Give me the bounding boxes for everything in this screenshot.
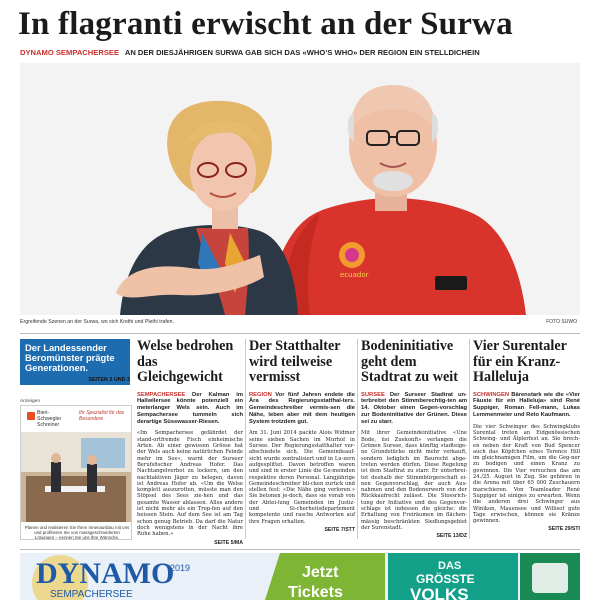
photo-illustration (20, 63, 580, 315)
article-title: Vier Surentaler für ein Kranz-Halleluja (473, 338, 567, 385)
photo-credit: FOTO SUWO (546, 319, 577, 325)
advertisement[interactable] (20, 405, 132, 540)
article-lead (473, 392, 580, 419)
ad-company: Bieri-Schwegler Schreiner (37, 410, 62, 428)
banner-year: 2019 (170, 563, 191, 573)
kicker-line (20, 48, 595, 57)
ads-label: Anzeigen (20, 399, 41, 404)
article-lead-text: Bärenstark wie die «Vier Fäuste für ein Halleluja» sind René Suppiger, Roman Fell-mann, Lukas Lemmenmeier und Reto Kaufmann. (473, 391, 580, 418)
article-lead (361, 392, 467, 426)
article-title: Bodeninitiative geht dem Stadtrat zu weit (361, 338, 458, 385)
article-bodeninitiative[interactable] (361, 339, 467, 540)
page-headline: In flagranti erwischt an der Surwa (18, 6, 513, 42)
article-lead-text: Vor fünf Jahren endete die Ära des Regierungsstatthal-ters. Gemeindeschreiber vermis-sen die Nähe, leben aber mit dem heutigen System trotzdem gut. (249, 391, 355, 425)
article-location: REGION (249, 391, 272, 398)
shirt-logo-text: ecuador (340, 271, 369, 279)
article-title: Welse bedrohen das Gleichgewicht (137, 338, 234, 385)
article-title: Der Statthalter wird teilweise vermisst (249, 338, 341, 385)
article-location: SEMPACHERSEE (137, 391, 186, 398)
kicker-text: AN DER DIESJÄHRIGEN SURWA GAB SICH DAS «WHO’S WHO» DER REGION EIN STELLDICHEIN (124, 48, 480, 57)
banner-artwork (20, 553, 580, 600)
ad-office-image (21, 432, 131, 522)
article-body: Am 31. Juni 2014 packte Alois Widmer seine sieben Sachen im Murhof in Sursee. Der Regierungsstatthalter ver-abschiedete sich. Die Gemeindeauf-sicht wurde zentralisiert und in Lu-zern aufgesplittet. Davon betroffen waren und sind in erster Linie die Ge-meinden respektive deren Personal. Langjährige Gemeindeschreiber bli-cken zurück und stellen fest: «Die Nähe ging verloren.» Sie betonen je-doch, dass sie vorab von der Abtei-lung Gemeinden im Justiz- und Si-cherheitsdepartement kompetente und rasche Antworten auf ihre Fragen erhalten. (249, 430, 355, 525)
banner-lottery-line2: GRÖSSTE (416, 572, 475, 586)
article-lead (137, 392, 243, 426)
article-page-ref: SEITE 7/STT (324, 526, 355, 533)
article-welse[interactable] (137, 339, 243, 546)
article-lead-text: Der Surseer Stadtrat un-terbreitet den Stimmberechtig-ten am 14. Oktober einen Gegen-vorschlag zur Bodeninitiative der Grünen. Diese sei zu starr. (361, 391, 467, 425)
banner-lottery-line1: DAS (438, 560, 462, 572)
section-divider (20, 333, 580, 334)
banner-lottery-line3: VOLKS (410, 585, 469, 600)
article-surentaler[interactable] (473, 339, 580, 533)
article-location: SURSEE (361, 391, 385, 398)
article-body: Mit ihrer Gemeindeinitiative «Une Bode, üsi Zuekonft» verlangen die Grünen Sursee, dass künftig stadteige-ne Grundstücke nicht mehr verkauft, sondern lediglich im Baurecht abge-treten werden dürfen. Diese Regelung ist dem Stadtrat zu starr. Er unterbrei-tet deshalb der Stimmbürgerschaft ei-nen Gegenvorschlag, der auch Aus-nahmen und den Bodenerwerb von der Rückkaufrecht zulässt. Die Stossrich-tung der Initiative und des Gegenvor-schlags ist indessen die gleiche: die Erhaltung von Freiräumen im flächen-mässig beschränkten Siedlungsgebiet der Surenstadt. (361, 430, 467, 531)
article-lead (249, 392, 355, 426)
banner-brand: DYNAMO (36, 557, 175, 590)
promo-text: Der Landessender Beromünster prägte Generationen. (25, 342, 115, 373)
banner-divider (20, 549, 580, 550)
column-divider (469, 339, 470, 539)
banner-tickets-line2: Tickets (288, 584, 343, 600)
promo-page-ref: SEITEN 2 UND 3 (88, 377, 130, 383)
article-page-ref: SEITE 29/STI (548, 526, 580, 533)
banner-subtitle: SEMPACHERSEE (50, 589, 133, 600)
dynamo-banner[interactable] (20, 553, 580, 600)
column-divider (245, 339, 246, 539)
article-page-ref: SEITE 5/MA (214, 539, 243, 546)
ad-logo-icon (27, 412, 35, 420)
article-location: SCHWINGEN (473, 391, 510, 398)
article-body: Die vier Schwinger des Schwingklubs Surental treten an Eidgenössischen Schwing- und Älplerfest an. Sie brech-en neben der Kraft von Bud Spencer auch das Köpfchen eines Terence Hill im gleichnamigen Film, um die Geg-ner zu bodigen und einen Kranz zu gewinnen. Die Vier versuchen das am 24./25. August in Zug. Sie gehören in die Arena mit über 65 000 Zuschauern marschieren. Von Teamleader René Suppiger ist einiges zu erwarten. Wenn die anderen drei Schwinger aus Winikon, Mauensee und Willisof gute Tage erwischen, können sie Kränze gewinnen. (473, 423, 580, 525)
article-page-ref: SEITE 13/DZ (436, 533, 467, 540)
column-divider (357, 339, 358, 539)
ad-footer: Planen und realisieren Sie Ihren Innenausbau mit uns und profitieren Sie von massgeschneiderten Lösungen – nennen Sie uns Ihre Wünsche. (24, 525, 130, 540)
banner-tickets-line1: Jetzt (302, 564, 339, 581)
article-lead-text: Der Kalman im Hallwilersee könnte potenziell ein meterlanger Wels sein. Auch im Sempachersee tummeln sich derartige Süsswasser-Riesen. (137, 391, 243, 425)
main-photo (20, 63, 580, 315)
ad-logo (27, 410, 73, 432)
article-body: «Im Sempachersee gefährdet der stand-ortfremde Fisch einheimische Arten. Ab einer gewissen Grösse hat der Wels auch keine natürlichen Feinde mehr im See», warnt der Surseer Berufsfischer Andreas Hofer. Das Nachtangelverbot zu lockern, um den nachtaktiven Jäger zu belegen, davon ist Andreas Hofer ab. «Um die Welse komplett auszurotten, müsste man den Stöpsel des Sees zie-hen und das gesamte Wasser ablassen. Alles andere ist nicht mehr als ein Trop-fen auf den heissen Stein. Auf dem See ist am Tag schon genug Betrieb. Da darf die Natur doch wenigstens in der Nacht ihre Ruhe haben.» (137, 430, 243, 538)
kicker-brand: DYNAMO SEMPACHERSEE (20, 48, 120, 57)
ad-slogan: Ihr Spezialist für das Besondere (79, 410, 125, 422)
article-statthalter[interactable] (249, 339, 355, 533)
photo-caption: Ergreifende Szenen an der Surwa, wo sich Krethi und Plethi trafen. (20, 319, 174, 325)
